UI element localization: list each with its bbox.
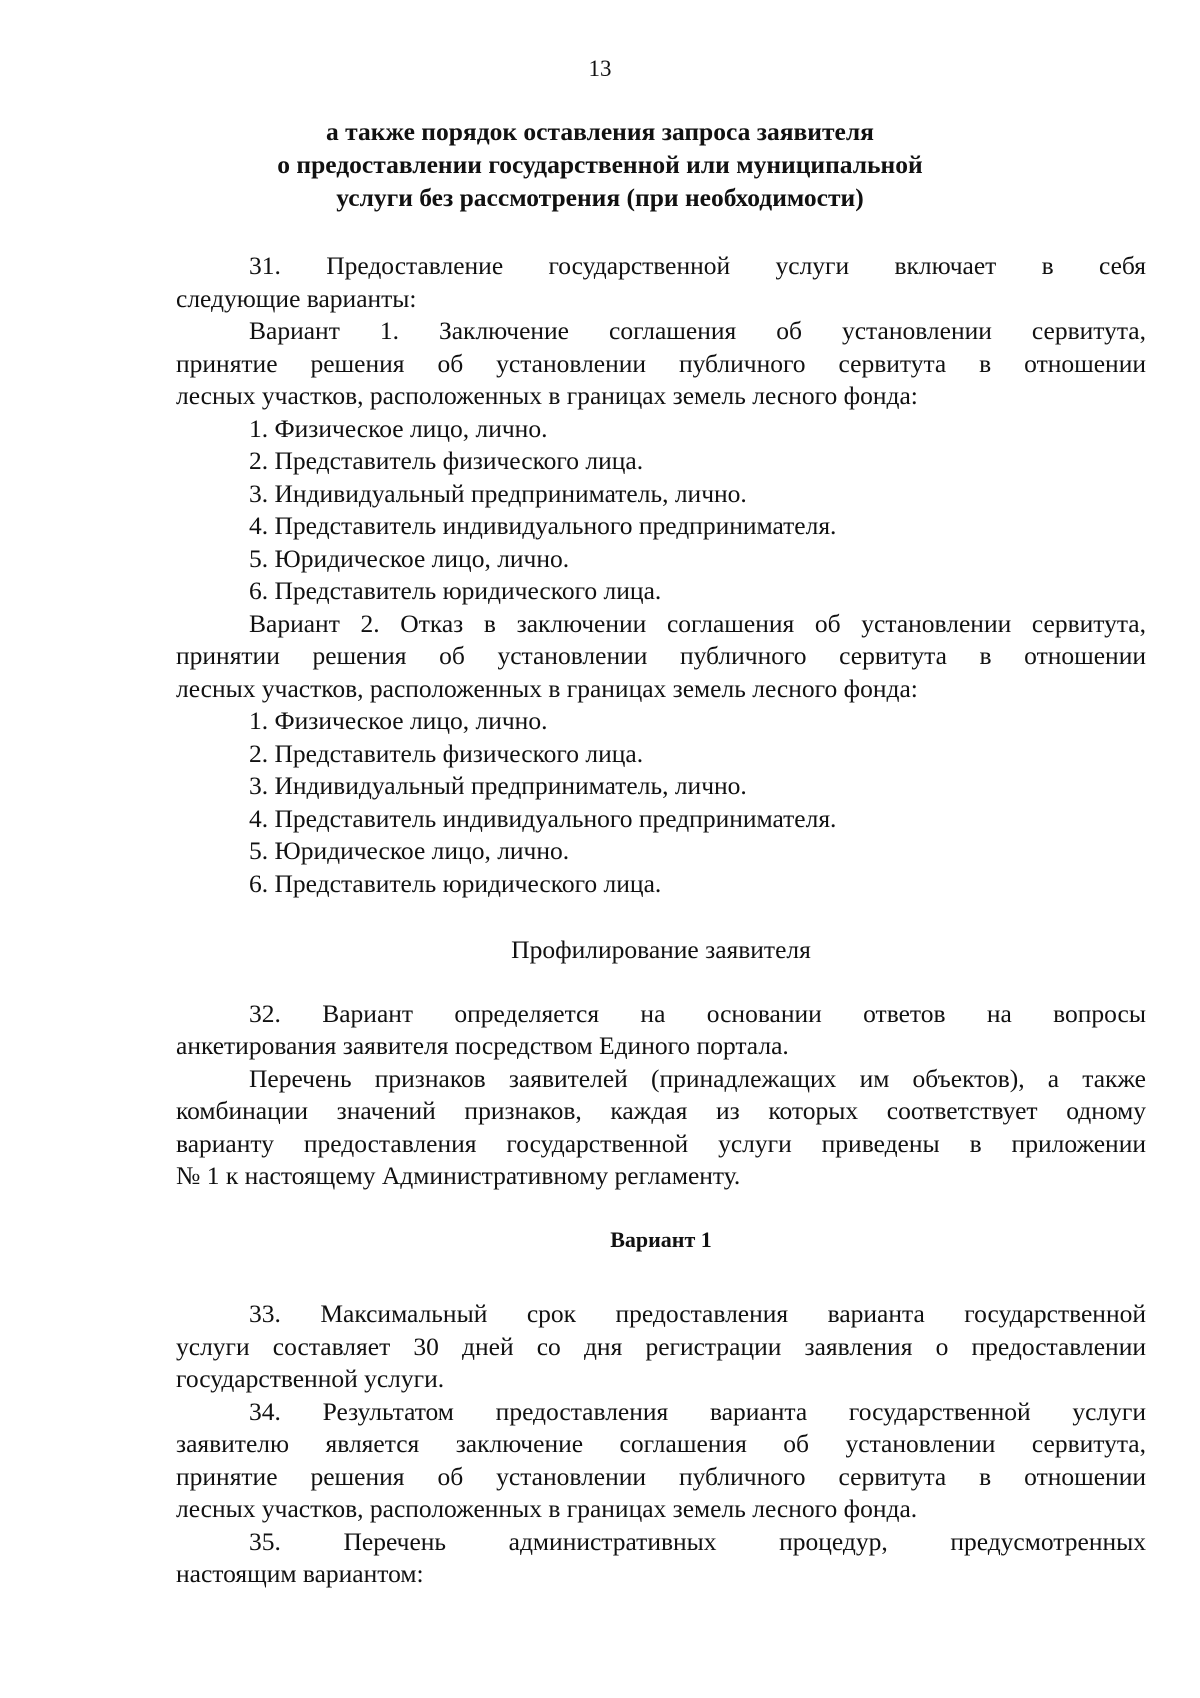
list-item: 5. Юридическое лицо, лично. <box>249 543 570 573</box>
paragraph-34 <box>176 1396 1146 1526</box>
paragraph-line: лесных участков, расположенных в границах земель лесного фонда: <box>176 381 918 410</box>
list-item: 1. Физическое лицо, лично. <box>249 413 548 443</box>
list-item: 6. Представитель юридического лица. <box>249 868 662 898</box>
document-body <box>176 250 1146 1591</box>
paragraph-line: 33. Максимальный срок предоставления варианта государственной <box>249 1299 1146 1328</box>
paragraph-line: принятие решения об установлении публичного сервитута в отношении <box>176 348 1146 378</box>
variant-1-heading: Вариант 1 <box>610 1226 712 1252</box>
variant-1-list <box>176 413 1146 608</box>
paragraph-line: анкетирования заявителя посредством Единого портала. <box>176 1031 789 1060</box>
paragraph-line: лесных участков, расположенных в границах земель лесного фонда: <box>176 673 918 703</box>
paragraph-line: государственной услуги. <box>176 1364 445 1393</box>
list-item: 4. Представитель индивидуального предпринимателя. <box>249 803 837 833</box>
paragraph-line: 35. Перечень административных процедур, предусмотренных <box>249 1526 1146 1556</box>
paragraph-35 <box>176 1526 1146 1591</box>
paragraph-33 <box>176 1298 1146 1396</box>
variant-1-intro <box>176 315 1146 413</box>
paragraph-line: принятие решения об установлении публичного сервитута в отношении <box>176 1461 1146 1491</box>
paragraph-line: принятии решения об установлении публичного сервитута в отношении <box>176 641 1146 670</box>
paragraph-32-criteria <box>176 1063 1146 1193</box>
paragraph-line: варианту предоставления государственной услуги приведены в приложении <box>176 1128 1146 1158</box>
variant-2-intro <box>176 608 1146 706</box>
page-number: 13 <box>588 56 612 81</box>
paragraph-line: 34. Результатом предоставления варианта государственной услуги <box>249 1396 1146 1426</box>
profiling-heading: Профилирование заявителя <box>511 935 811 964</box>
paragraph-line: лесных участков, расположенных в границах земель лесного фонда. <box>176 1494 918 1523</box>
paragraph-line: Перечень признаков заявителей (принадлежащих им объектов), а также <box>249 1063 1146 1093</box>
list-item: 2. Представитель физического лица. <box>249 446 644 475</box>
title-line: а также порядок оставления запроса заявителя <box>326 117 874 146</box>
list-item: 3. Индивидуальный предприниматель, лично. <box>249 771 747 800</box>
variant-2-list <box>176 705 1146 900</box>
paragraph-line: услуги составляет 30 дней со дня регистрации заявления о предоставлении <box>176 1331 1146 1361</box>
paragraph-line: следующие варианты: <box>176 283 417 313</box>
paragraph-line: 31. Предоставление государственной услуги включает в себя <box>249 251 1146 280</box>
paragraph-line: настоящим вариантом: <box>176 1559 424 1588</box>
paragraph-31 <box>176 250 1146 315</box>
section-title <box>0 115 1200 214</box>
list-item: 1. Физическое лицо, лично. <box>249 706 548 735</box>
paragraph-line: Вариант 2. Отказ в заключении соглашения об установлении сервитута, <box>249 608 1146 638</box>
list-item: 3. Индивидуальный предприниматель, лично. <box>249 478 747 508</box>
paragraph-line: заявителю является заключение соглашения об установлении сервитута, <box>176 1429 1146 1458</box>
list-item: 5. Юридическое лицо, лично. <box>249 836 570 865</box>
title-line: о предоставлении государственной или муниципальной <box>277 150 923 179</box>
list-item: 6. Представитель юридического лица. <box>249 576 662 605</box>
paragraph-line: Вариант 1. Заключение соглашения об установлении сервитута, <box>249 316 1146 345</box>
paragraph-line: 32. Вариант определяется на основании ответов на вопросы <box>249 998 1146 1028</box>
paragraph-line: № 1 к настоящему Административному регламенту. <box>176 1161 741 1190</box>
title-line: услуги без рассмотрения (при необходимости) <box>336 183 864 212</box>
paragraph-32 <box>176 998 1146 1063</box>
list-item: 4. Представитель индивидуального предпринимателя. <box>249 511 837 540</box>
list-item: 2. Представитель физического лица. <box>249 738 644 768</box>
paragraph-line: комбинации значений признаков, каждая из которых соответствует одному <box>176 1096 1146 1125</box>
